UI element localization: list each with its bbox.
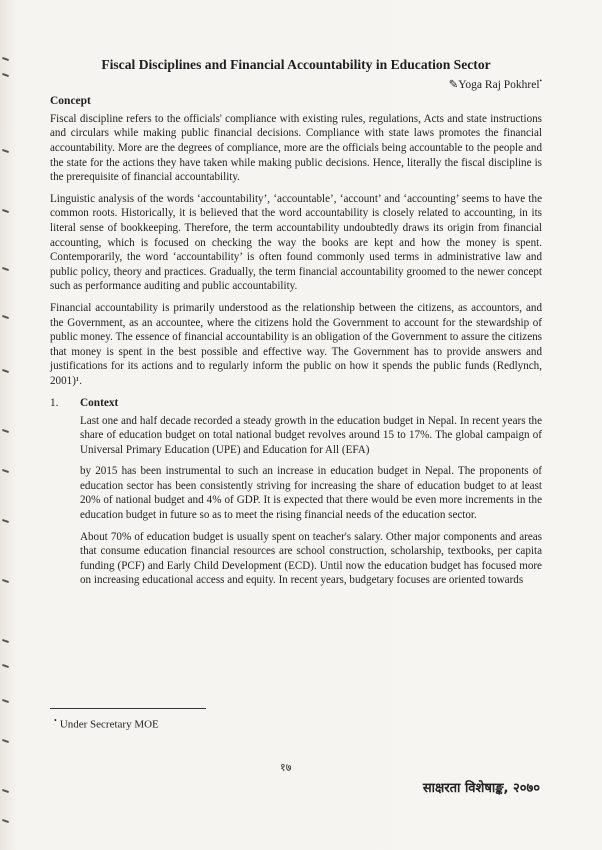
section-title: Context bbox=[80, 396, 119, 409]
author-name: Yoga Raj Pokhrel bbox=[458, 78, 540, 91]
pen-icon: ✎ bbox=[448, 78, 459, 91]
section-number: 1. bbox=[50, 396, 59, 409]
author-footnote-mark: • bbox=[539, 77, 542, 85]
concept-heading: Concept bbox=[50, 94, 91, 107]
concept-paragraph-2: Linguistic analysis of the words ‘accountability’, ‘accountable’, ‘account’ and ‘accounting’ seems to have the common roots. Historically, it is believed that the word accountability is closely related to accounting, in its literal sense of bookkeeping. Therefore, the term accountability undoubtedly draws its origin from financial accounting, which is focused on checking the way the books are kept and how the money is spent. Contemporarily, the word ‘accountability’ is often found commonly used terms in administrative law and public policy, theory and practices. Gradually, the term financial accountability groomed to the newer concept such as performance auditing and public accountability. bbox=[50, 192, 542, 293]
context-paragraph-3: About 70% of education budget is usually spent on teacher's salary. Other major components and areas that consume education financial resources are school construction, scholarship, textbooks, per capita funding (PCF) and Early Child Development (ECD). Until now the education budget has focused more on increasing educational access and equity. In recent years, budgetary focuses are oriented towards bbox=[80, 530, 542, 587]
context-heading bbox=[50, 396, 542, 411]
article-title: Fiscal Disciplines and Financial Accountability in Education Sector bbox=[101, 57, 491, 72]
footnote-text: Under Secretary MOE bbox=[59, 718, 159, 731]
binding-edge bbox=[0, 0, 14, 850]
article-body bbox=[50, 56, 542, 595]
context-paragraph-1: Last one and half decade recorded a steady growth in the education budget in Nepal. In recent years the share of education budget on total national budget revolves around 15 to 17%. The global campaign of Universal Primary Education (UPE) and Education for All (EFA) bbox=[80, 414, 542, 456]
author-line bbox=[50, 74, 542, 92]
context-paragraph-2: by 2015 has been instrumental to such an increase in education budget in Nepal. The proponents of education sector has been consistently striving for increasing the share of education budget to at least 20% of national budget and 4% of GDP. It is expected that there would be even more increments in the education budget in future so as to meet the rising financial needs of the education sector. bbox=[80, 465, 542, 522]
footnote-mark: • bbox=[54, 716, 57, 725]
journal-name: साक्षरता विशेषाङ्क, २०७० bbox=[422, 781, 540, 796]
concept-paragraph-1: Fiscal discipline refers to the officials' compliance with existing rules, regulations, Acts and state instructions and circulars while making public financial decisions. Compliance with state laws promotes the financial accountability. More are the degrees of compliance, more are the officials being accountable to the people and the state for the actions they have taken while making public decisions. Hence, literally the fiscal discipline is the prerequisite of financial accountability. bbox=[50, 112, 542, 184]
footnote-divider bbox=[50, 708, 206, 709]
concept-paragraph-3: Financial accountability is primarily understood as the relationship between the citizens, as accountors, and the Government, as an accountee, where the citizens hold the Government to account for the stewardship of public money. The essence of financial accountability is an obligation of the Government to assure the citizens that money is spent in the best possible and effective way. The Government has to provide answers and justifications for its actions and to regularly inform the public on how it spends the public funds (Redlynch, 2001)¹. bbox=[50, 301, 542, 387]
page-number: १७ bbox=[280, 761, 292, 774]
context-section bbox=[50, 414, 542, 589]
footnote bbox=[54, 716, 159, 731]
